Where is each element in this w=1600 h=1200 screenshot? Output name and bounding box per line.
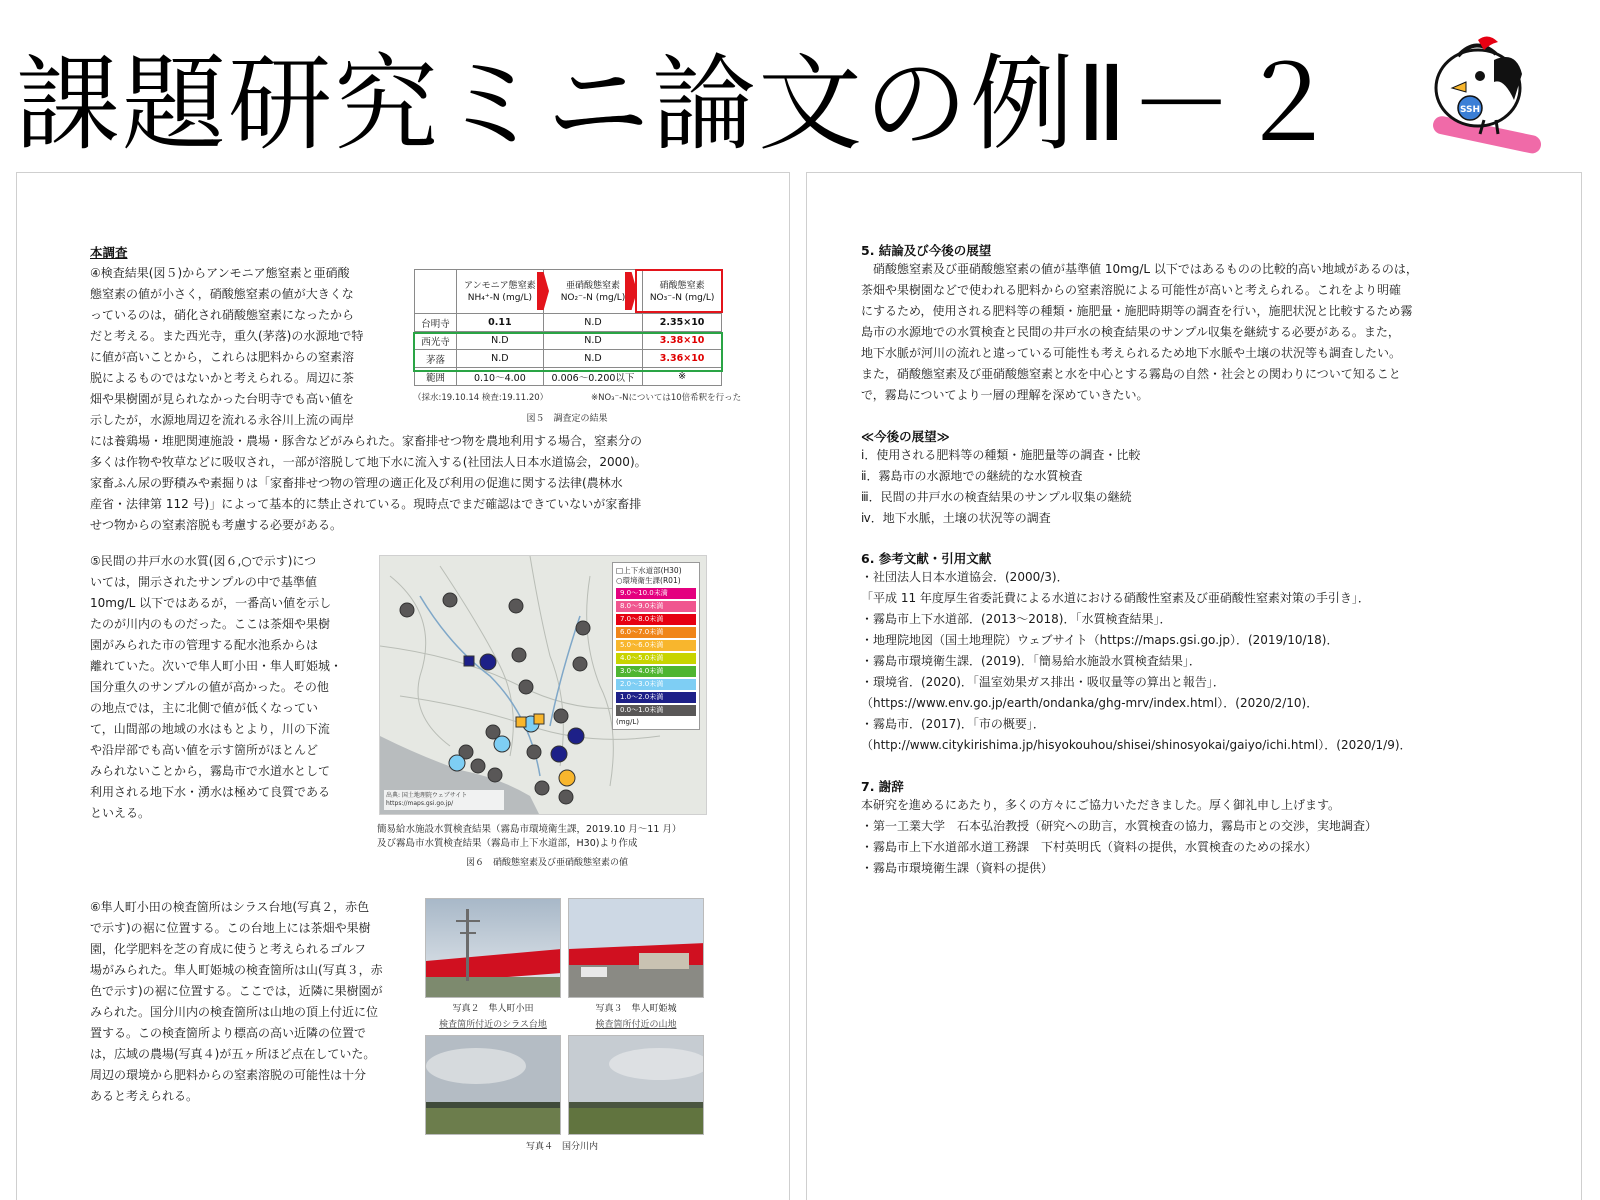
table-row: 西光寺 N.D N.D 3.38×10 [415,332,722,350]
text-line: 態窒素の値が小さく，硝酸態窒素の値が大きくな [90,287,354,301]
table-note-dates: （採水:19.10.14 検査:19.11.20） [413,393,549,403]
text-line: で，霧島についてより一層の理解を深めていきたい。 [861,388,1149,402]
text-line: 畑や果樹園が見られなかった台明寺でも高い値を [90,392,355,406]
legend-head-squares: □上下水道部(H30) [616,566,682,575]
figure-6-caption: 図６ 硝酸態窒素及び亜硝酸態窒素の値 [465,858,628,868]
text-line: 周辺の環境から肥料からの窒素溶脱の可能性は十分 [90,1068,367,1082]
thanks-item: ・第一工業大学 石本弘治教授（研究への助言，水質検査の協力，霧島市との交渉，実地調査） [861,819,1378,833]
reference-item: （https://www.env.go.jp/earth/ondanka/ghg-mrv/index.html）．(2020/2/10)． [861,696,1319,710]
text-line: は，広域の農場(写真４)が五ヶ所ほど点在していた。 [90,1047,376,1061]
table-row: 茅落 N.D N.D 3.36×10 [415,350,722,368]
legend-row: 7.0～8.0未満 [616,614,696,625]
map-source-2: 及び霧島市水質検査結果（霧島市上下水道部，H30)より作成 [377,838,638,849]
reference-item: ・霧島市．(2017)．「市の概要」． [861,717,1045,731]
outlook-heading: ≪今後の展望≫ [861,429,950,444]
list-item: ⅰ．使用される肥料等の種類・施肥量等の調査・比較 [861,448,1141,462]
text-line: 産省・法律第 112 号)」によって基本的に禁止されている。現時点でまだ確認はできていないが家畜排 [90,497,642,511]
text-line: にするため，使用される肥料等の種類・施肥量・施肥時期等の調査を行い，施肥状況と比較するため霧 [861,304,1413,318]
paragraph-4 [90,263,410,431]
text-line: また，硝酸態窒素及び亜硝酸態窒素と水を中心とする霧島の自然・社会との関わりについて知ること [861,367,1401,381]
legend-row: 0.0～1.0未満 [616,705,696,716]
reference-item: ・環境省．(2020)．「温室効果ガス排出・吸収量等の算出と報告」． [861,675,1225,689]
photo-3-subcaption: 検査箇所付近の山地 [595,1020,677,1030]
text-line: には養鶏場・堆肥関連施設・農場・豚舎などがみられた。家畜排せつ物を農地利用する場合，窒素分の [90,434,643,448]
figure-5-caption: 図５ 調査定の結果 [526,414,608,424]
highlight-nitrate-header [635,269,723,313]
text-line: 多くは作物や牧草などに吸収され，一部が溶脱して地下水に流入する(社団法人日本水道協会，2000)。 [90,455,647,469]
photo-4b-kokubu-kawauchi [568,1035,704,1135]
text-line: 家畜ふん尿の野積みや素掘りは「家畜排せつ物の管理の適正化及び利用の促進に関する法律(農林水 [90,476,623,490]
text-line: の地点では，主に北側で値が低くなってい [90,701,319,715]
text-line: ⑥隼人町小田の検査箇所はシラス台地(写真２，赤色 [90,900,370,914]
legend-head-circles: ○環境衛生課(R01) [616,576,681,585]
table-corner [415,270,457,314]
text-line: みられないことから，霧島市で水道水として [90,764,331,778]
text-line: 硝酸態窒素及び亜硝酸態窒素の値が基準値 10mg/L 以下ではあるものの比較的高い地域があるのは， [861,262,1418,276]
text-line: 国分重久のサンプルの値が高かった。その他 [90,680,329,694]
text-line: せつ物からの窒素溶脱も考慮する必要がある。 [90,518,343,532]
map-source-1: 簡易給水施設水質検査結果（霧島市環境衛生課，2019.10 月～11 月） [377,824,682,835]
ssh-mascot-logo [1418,30,1550,162]
section-5-text [861,259,1561,406]
text-line: 園，化学肥料を芝の育成に使うと考えられるゴルフ [90,942,367,956]
text-line: だと考える。また西光寺，重久(茅落)の水源地で特 [90,329,364,343]
list-item: ⅱ．霧島市の水源地での継続的な水質検査 [861,469,1083,483]
legend-row: 6.0～7.0未満 [616,627,696,638]
text-line: 地下水脈が河川の流れと違っている可能性も考えられるため地下水脈や土壌の状況等も調査したい。 [861,346,1402,360]
text-line: で示す)の裾に位置する。この台地上には茶畑や果樹 [90,921,371,935]
slide-title: 課題研究ミニ論文の例Ⅱ－２ [16,43,1342,165]
well-water-map [379,555,707,815]
thanks-item: ・霧島市上下水道部水道工務課 下村英明氏（資料の提供，水質検査のための採水） [861,840,1318,854]
references-list [861,567,1571,756]
table-row: 範囲 0.10～4.00 0.006～0.200以下 ※ [415,368,722,386]
text-line: 置する。この検査箇所より標高の高い近隣の位置で [90,1026,367,1040]
reference-item: 「平成 11 年度厚生省委託費による水道における硝酸性窒素及び亜硝酸性窒素対策の手引き」． [861,591,1370,605]
reference-item: ・社団法人日本水道協会．(2000/3)． [861,570,1069,584]
text-line: ④検査結果(図５)からアンモニア態窒素と亜硝酸 [90,266,350,280]
table-row: 台明寺 0.11 N.D 2.35×10 [415,314,722,332]
text-line: あると考えられる。 [90,1089,199,1103]
legend-row: 2.0～3.0未満 [616,679,696,690]
text-line: 島市の水源地での水質検査と民間の井戸水の検査結果のサンプル収集を継続する必要がある。また， [861,325,1400,339]
text-line: て，山間部の地域の水はもとより，川の下流 [90,722,330,736]
text-line: 茶畑や果樹園などで使われる肥料からの窒素溶脱による可能性が高いと考えられる。これをより明確 [861,283,1402,297]
text-line: っているのは，硝化され硝酸態窒素になったから [90,308,355,322]
text-line: たのが川内のものだった。ここは茶畑や果樹 [90,617,331,631]
reference-item: ・霧島市環境衛生課．(2019)．「簡易給水施設水質検査結果」． [861,654,1201,668]
reference-item: ・霧島市上下水道部．(2013～2018)．「水質検査結果」． [861,612,1172,626]
table-note-dilution: ※NO₃⁻-Nについては10倍希釈を行った [591,393,742,403]
text-line: みられた。国分川内の検査箇所は山地の頂上付近に位 [90,1005,379,1019]
reference-item: ・地理院地図（国土地理院）ウェブサイト（https://maps.gsi.go.jp）．(2019/10/18)． [861,633,1339,647]
ssh-badge-text: SSH [1459,105,1481,115]
photo-3-hayato-himeki [568,898,704,998]
text-line: 色で示す)の裾に位置する。ここでは，近隣に果樹園が [90,984,383,998]
section-5-heading: 5. 結論及び今後の展望 [861,243,992,258]
text-line: に値が高いことから，これらは肥料からの窒素溶 [90,350,355,364]
outlook-list [861,445,1561,529]
text-line: といえる。 [90,806,151,820]
legend-row: 9.0～10.0未満 [616,588,696,599]
thanks-item: ・霧島市環境衛生課（資料の提供） [861,861,1054,875]
photo-2-caption: 写真２ 隼人町小田 [452,1004,534,1014]
paper-page-right [806,172,1582,1200]
legend-row: 8.0～9.0未満 [616,601,696,612]
thanks-list [861,816,1571,879]
text-line: ⑤民間の井戸水の水質(図６,○で示す)につ [90,554,317,568]
text-line: や沿岸部でも高い値を示す箇所がほとんど [90,743,319,757]
list-item: ⅲ．民間の井戸水の検査結果のサンプル収集の継続 [861,490,1132,504]
paragraph-6 [90,897,410,1107]
table-header: アンモニア態窒素 NH₄⁺-N (mg/L) [457,270,544,314]
section-heading-main-survey: 本調査 [90,245,128,260]
text-line: 示したが，水源地周辺を流れる永谷川上流の両岸 [90,413,355,427]
legend-unit: (mg/L) [616,718,639,726]
photo-2-hayato-oda [425,898,561,998]
section-7-heading: 7. 謝辞 [861,779,904,794]
text-line: 利用される地下水・湧水は極めて良質である [90,785,331,799]
text-line: 脱によるものではないかと考えられる。周辺に茶 [90,371,355,385]
list-item: ⅳ．地下水脈，土壌の状況等の調査 [861,511,1051,525]
text-line: 場がみられた。隼人町姫城の検査箇所は山(写真３，赤 [90,963,383,977]
thanks-intro: 本研究を進めるにあたり，多くの方々にご協力いただきました。厚く御礼申し上げます。 [861,798,1341,812]
reference-item: （http://www.citykirishima.jp/hisyokouhou/shisei/shinosyokai/gaiyo/ichi.html）．(2020/1/9)． [861,738,1412,752]
photo-2-subcaption: 検査箇所付近のシラス台地 [439,1020,547,1030]
table-header: 亜硝酸態窒素 NO₂⁻-N (mg/L) [543,270,642,314]
photo-4-caption: 写真４ 国分川内 [525,1142,598,1152]
photo-4a-kokubu-kawauchi [425,1035,561,1135]
text-line: 10mg/L 以下ではあるが，一番高い値を示し [90,596,332,610]
highlight-high-rows [413,332,723,372]
table-header: 硝酸態窒素 NO₃⁻-N (mg/L) [643,270,722,314]
legend-row: 3.0～4.0未満 [616,666,696,677]
text-line: 離れていた。次いで隼人町小田・隼人町姫城・ [90,659,343,673]
paragraph-5 [90,551,370,824]
paper-page-left [16,172,790,1200]
section-6-heading: 6. 参考文献・引用文献 [861,551,992,566]
paragraph-4-continued [90,431,730,536]
map-credit: 出典: 国土地理院ウェブサイト https://maps.gsi.go.jp/ [384,790,504,810]
text-line: 園がみられた市の管理する配水池系からは [90,638,319,652]
photo-3-caption: 写真３ 隼人町姫城 [595,1004,677,1014]
legend-row: 5.0～6.0未満 [616,640,696,651]
legend-row: 4.0～5.0未満 [616,653,696,664]
map-legend [612,562,700,730]
text-line: いては，開示されたサンプルの中で基準値 [90,575,317,589]
legend-row: 1.0～2.0未満 [616,692,696,703]
